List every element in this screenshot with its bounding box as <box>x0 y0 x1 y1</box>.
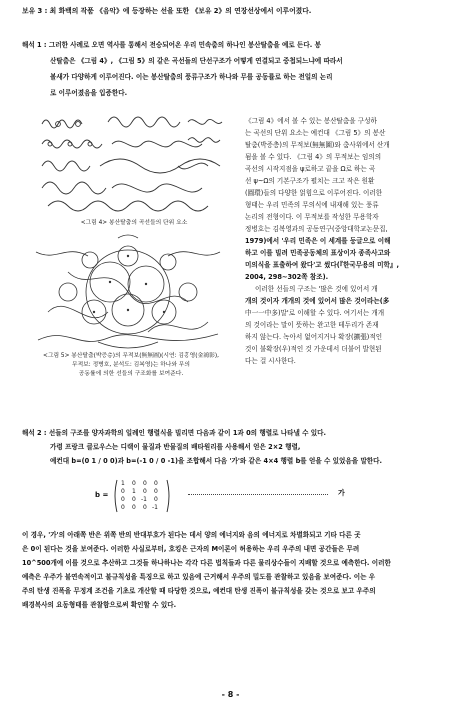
section2-line-1: 해석 2 : 선들의 구조를 양자과학의 일례인 행렬식을 빌리면 다음과 같이 1과 0의 행렬로 나타낼 수 있다. <box>22 429 327 437</box>
matrix-cell-r3c1: 0 <box>121 496 125 503</box>
right-column-line-18: 의 것이라는 말이 뜻하는 완고한 테두리가 존재 <box>245 321 379 329</box>
section1-line-2: 산탈춤은 《그림 4》, 《그림 5》의 같은 곡선들의 단선구조가 어떻게 연결되고 중첩되느냐에 따라서 <box>50 57 343 65</box>
matrix-cell-r4c3: 0 <box>143 504 147 511</box>
body-line-3: 10^500개에 이를 것으로 추산하고 그것들 하나하나는 각각 다른 법칙들과 다른 물리상수들이 지배할 것으로 예측한다. 이러한 <box>22 559 391 567</box>
right-column-line-15: 이러한 선들의 구조는 '많은 것에 있어서 개 <box>255 285 378 293</box>
matrix-cell-r1c3: 0 <box>143 480 147 487</box>
right-column-line-17: 中一一中多)말'로 이해할 수 있다. 여기서는 개개 <box>245 309 385 317</box>
matrix-cell-r4c4: -1 <box>152 504 158 511</box>
matrix-cell-r2c4: 0 <box>154 488 158 495</box>
right-column-line-2: 는 곡선의 단위 요소는 예컨대 《그림 5》의 봉산 <box>245 129 386 137</box>
matrix-cell-r1c4: 0 <box>154 480 158 487</box>
right-column-line-5: 곡선의 시작지점을 ψ로하고 끝을 Ω로 하는 곡 <box>245 165 376 173</box>
right-column-line-10: 정병호는 김복영과의 공동연구(중앙대학교논문집, <box>245 225 388 233</box>
right-column-line-20: 것이 불확장(우)적인 것 가운데서 더불어 발현된 <box>245 345 382 353</box>
right-column-line-12: 하고 이를 빌려 민족공동체의 표상이자 종족사고와 <box>245 249 391 257</box>
matrix-tag: 가 <box>338 489 345 497</box>
matrix-cell-r1c1: 1 <box>121 480 125 487</box>
section1-line-3: 볼새가 다양하게 이루어진다. 이는 봉산탈춤의 풍류구조가 하나와 무를 공동률로 하는 전일의 논리 <box>50 73 333 81</box>
section2-line-3: 예컨대 b=(0 1 / 0 0)과 b=(-1 0 / 0 -1)을 조합해서 다음 '가'와 같은 4×4 행렬 b를 얻을 수 있었음을 말한다. <box>50 457 383 465</box>
body-line-1: 이 경우, '가'의 아래쪽 반은 위쪽 반의 반대부호가 된다는 데서 양의 에너지와 음의 에너지로 차별화되고 기타 다른 곳 <box>22 531 361 539</box>
right-column-line-13: 미의식을 표출하여 왔다'고 썼다(『한국무용의 미학』, <box>245 261 399 269</box>
right-column-line-4: 됨을 볼 수 있다. 《그림 4》의 무적보는 임의의 <box>245 153 382 161</box>
right-column-line-19: 하지 않는다. 녹아서 없어지거나 확장(擴張)적인 <box>245 333 383 341</box>
matrix-cell-r2c2: 1 <box>132 488 136 495</box>
matrix-cell-r4c1: 0 <box>121 504 125 511</box>
body-line-6: 배경복사의 요동형태를 관찰함으로써 확인할 수 있다. <box>22 601 177 609</box>
page-number: - 8 - <box>221 690 240 699</box>
figure-4-curve-elements <box>38 110 228 215</box>
figure-5-caption-line-2: 무적보: 정병호, 분석도: 김복영)는 하나와 무의 <box>71 362 191 368</box>
matrix-cell-r3c3: -1 <box>141 496 147 503</box>
matrix-cell-r4c2: 0 <box>132 504 136 511</box>
right-column-line-21: 다는 걸 시사한다. <box>245 357 296 365</box>
matrix-dotted-leader <box>188 494 328 495</box>
section2-line-2: 가령 프랑크 클로우스는 디랙이 물질과 반물질의 배타원리를 사용해서 얻은 2×2 행렬, <box>50 443 301 451</box>
right-column-line-6: 선 ψ~Ω의 기본구조가 펼치는 크고 작은 원환 <box>245 177 375 185</box>
body-line-2: 은 0이 된다는 것을 보여준다. 이러한 사실로부터, 호킹은 근자의 M이론이 허용하는 우리 우주의 내면 공간들은 무려 <box>22 545 360 553</box>
right-column-line-16: 개의 것이자 개개의 것에 있어서 많은 것이라는(多 <box>245 297 390 305</box>
right-column-line-7: (圓環)들의 다양한 얽힘으로 이루어진다. 이러한 <box>245 189 383 197</box>
right-column-line-1: 《그림 4》에서 볼 수 있는 봉산탈춤을 구성하 <box>245 117 377 125</box>
matrix-cell-r1c2: 0 <box>132 480 136 487</box>
matrix-label: b = <box>95 491 109 499</box>
figure-5-notation-diagram <box>28 232 228 362</box>
figure-5-caption-line-3: 공동률에 의한 선들의 구조화를 보여준다. <box>78 371 184 377</box>
right-column-line-8: 형태는 우리 민족의 무의식에 내재해 있는 풍류 <box>245 201 379 209</box>
right-column-line-3: 탈춤(박증층)의 무적보(無無圖)와 춤사위에서 산개 <box>245 141 390 149</box>
header-line: 보유 3 : 최 화백의 작품 《음악》에 등장하는 선을 또한 《보유 2》의 연장선상에서 이루어졌다. <box>22 7 312 15</box>
body-line-4: 예측은 우주가 불연속적이고 불규칙성을 특징으로 하고 있음에 근거해서 우주의 밀도를 관찰하고 있음을 보여준다. 이는 우 <box>22 573 376 581</box>
right-column-line-11: 1979)에서 '우리 민족은 이 세계를 둥글으로 이해 <box>245 237 391 245</box>
right-column-line-14: 2004, 298~302쪽 참조). <box>245 273 329 281</box>
matrix-cell-r2c3: 0 <box>143 488 147 495</box>
right-column-line-9: 논리의 전형이다. 이 무적보를 작성한 무용학자 <box>245 213 379 221</box>
figure-4-caption: <그림 4> 봉산탈춤의 곡선들의 단위 요소 <box>80 220 188 226</box>
matrix-cell-r3c4: 0 <box>154 496 158 503</box>
body-line-5: 주의 탄생 진폭을 무정계 조건을 기초로 개산할 때 타당한 것으로, 예컨대 탄생 진폭이 불규칙성을 갖는 것으로 보고 우주의 <box>22 587 376 595</box>
matrix-cell-r3c2: 0 <box>132 496 136 503</box>
section1-line-1: 해석 1 : 그러한 사례로 오면 역사를 통해서 전승되어온 우리 민속춤의 하나인 봉산탈춤을 예로 든다. 봉 <box>22 41 321 49</box>
section1-line-4: 로 이루어졌음을 입증한다. <box>50 89 128 97</box>
matrix-cell-r2c1: 0 <box>121 488 125 495</box>
figure-5-caption-line-1: <그림 5> 봉산탈춤(박증층)의 무적보(無無圖)(시연: 김홍영(金鴻影), <box>43 353 219 359</box>
